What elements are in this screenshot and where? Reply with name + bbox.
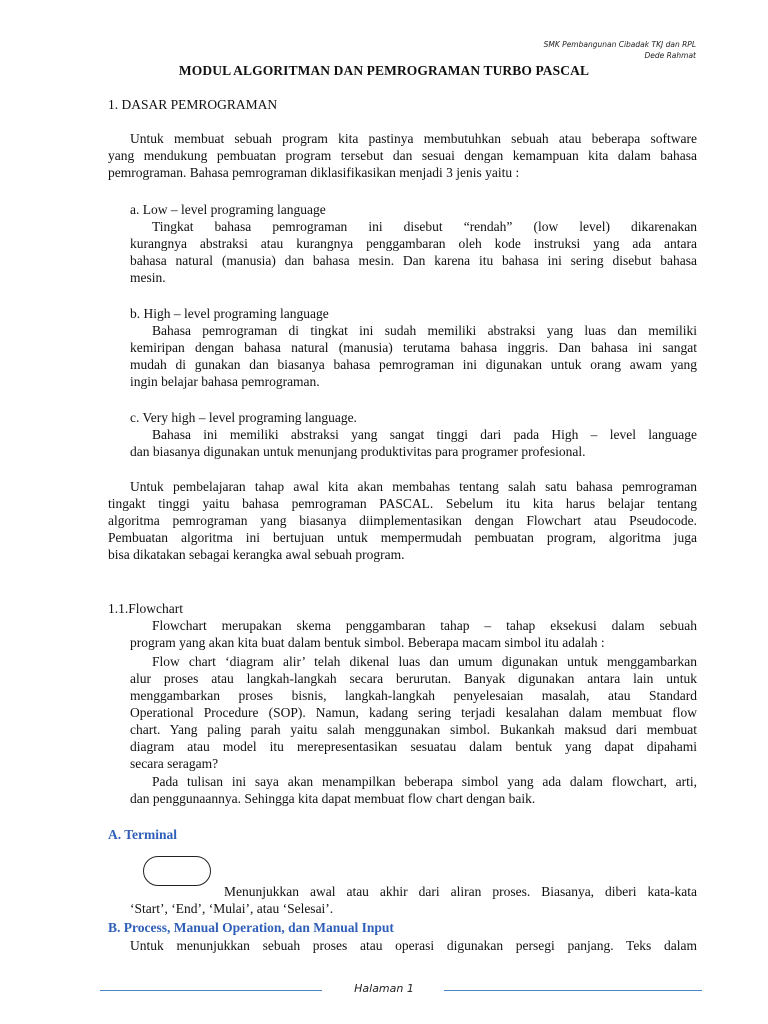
terminal-desc-1: [224, 883, 697, 900]
text-line: Pada tulisan ini saya akan menampilkan beberapa simbol yang ada dalam flowchart, arti,: [152, 774, 697, 789]
text-line: bahasa natural (manusia) dan bahasa mesin. Dan karena itu bahasa ini sering disebut bahasa: [130, 253, 697, 268]
header-school: SMK Pembangunan Cibadak TKJ dan RPL: [543, 40, 696, 49]
process-heading: B. Process, Manual Operation, dan Manual Input: [108, 920, 394, 935]
section-heading: 1. DASAR PEMROGRAMAN: [108, 97, 278, 112]
text-line: kurangnya abstraksi atau kurangnya penggambaran oleh kode instruksi yang ada antara: [130, 236, 697, 251]
document-title: MODUL ALGORITMAN DAN PEMROGRAMAN TURBO PASCAL: [178, 63, 590, 78]
text-line: Tingkat bahasa pemrograman ini disebut “rendah” (low level) dikarenakan: [152, 219, 697, 234]
item-b-heading: b. High – level programing language: [130, 306, 329, 321]
text-line: secara seragam?: [130, 756, 219, 771]
text-line: program yang akan kita buat dalam bentuk simbol. Beberapa macam simbol itu adalah :: [130, 635, 605, 650]
text-line: mesin.: [130, 270, 166, 285]
text-line: chart. Yang paling parah yaitu salah menggunakan simbol. Bukankah maksud dari membuat: [130, 722, 697, 737]
intro-paragraph: [108, 130, 697, 181]
text-line: Operational Procedure (SOP). Namun, kadang sering terjadi kesalahan dalam membuat flow: [130, 705, 697, 720]
text-line: dan penggunaannya. Sehingga kita dapat membuat flow chart dengan baik.: [130, 791, 536, 806]
terminal-heading: A. Terminal: [108, 827, 178, 842]
text-line: dan biasanya digunakan untuk menunjang produktivitas para programer profesional.: [130, 444, 586, 459]
page-number: Halaman 1: [354, 982, 414, 995]
learning-paragraph: [108, 478, 697, 563]
text-line: mudah di gunakan dan biasanya bahasa pemrograman ini digunakan untuk orang awam yang: [130, 357, 697, 372]
item-c-body: [130, 426, 697, 460]
text-line: Flow chart ‘diagram alir’ telah dikenal luas dan umum digunakan untuk menggambarkan: [152, 654, 697, 669]
text-line: kemiripan dengan bahasa natural (manusia) terutama bahasa inggris. Dan bahasa ini sangat: [130, 340, 697, 355]
text-line: Untuk pembelajaran tahap awal kita akan membahas tentang salah satu bahasa pemrograman: [130, 479, 697, 494]
flowchart-para-3: [130, 773, 697, 807]
item-c-heading: c. Very high – level programing language.: [130, 410, 357, 425]
flowchart-para-1: [130, 617, 697, 651]
text-line: Menunjukkan awal atau akhir dari aliran proses. Biasanya, diberi kata-kata: [224, 884, 697, 899]
text-line: algoritma pemrograman yang biasanya diimplementasikan dengan Flowchart atau Pseudocode.: [108, 513, 697, 528]
text-line: yang mendukung pembuatan program tersebut dan sesuai dengan kemampuan kita dalam bahasa: [108, 148, 697, 163]
flowchart-para-2: [130, 653, 697, 772]
text-line: tingakt tinggi yaitu bahasa pemrograman PASCAL. Sebelum itu kita harus belajar tentang: [108, 496, 697, 511]
text-line: ingin belajar bahasa pemrograman.: [130, 374, 320, 389]
text-line: alur proses atau langkah-langkah secara berurutan. Banyak digunakan antara lain untuk: [130, 671, 697, 686]
item-a-heading: a. Low – level programing language: [130, 202, 326, 217]
text-line: Untuk membuat sebuah program kita pastinya membutuhkan sebuah atau beberapa software: [130, 131, 697, 146]
header-author: Dede Rahmat: [644, 51, 696, 60]
text-line: Flowchart merupakan skema penggambaran tahap – tahap eksekusi dalam sebuah: [152, 618, 697, 633]
text-line: pemrograman. Bahasa pemrograman diklasifikasikan menjadi 3 jenis yaitu :: [108, 165, 520, 180]
text-line: Bahasa ini memiliki abstraksi yang sangat tinggi dari pada High – level language: [152, 427, 697, 442]
text-line: menggambarkan proses bisnis, langkah-langkah penyelesaian masalah, atau Standard: [130, 688, 697, 703]
text-line: Bahasa pemrograman di tingkat ini sudah memiliki abstraksi yang luas dan memiliki: [152, 323, 697, 338]
process-desc: [130, 937, 697, 954]
item-b-body: [130, 322, 697, 390]
text-line: Untuk menunjukkan sebuah proses atau operasi digunakan persegi panjang. Teks dalam: [130, 938, 697, 953]
text-line: diagram atau model itu merepresentasikan sesuatau dalam bentuk yang dapat dipahami: [130, 739, 697, 754]
text-line: Pembuatan algoritma ini bertujuan untuk mempermudah pembuatan program, algoritma juga: [108, 530, 697, 545]
item-a-body: [130, 218, 697, 286]
terminal-desc-2: ‘Start’, ‘End’, ‘Mulai’, atau ‘Selesai’.: [130, 901, 334, 916]
text-line: bisa dikatakan sebagai kerangka awal sebuah program.: [108, 547, 405, 562]
flowchart-heading: 1.1.Flowchart: [108, 601, 183, 616]
terminal-symbol: [143, 856, 211, 886]
